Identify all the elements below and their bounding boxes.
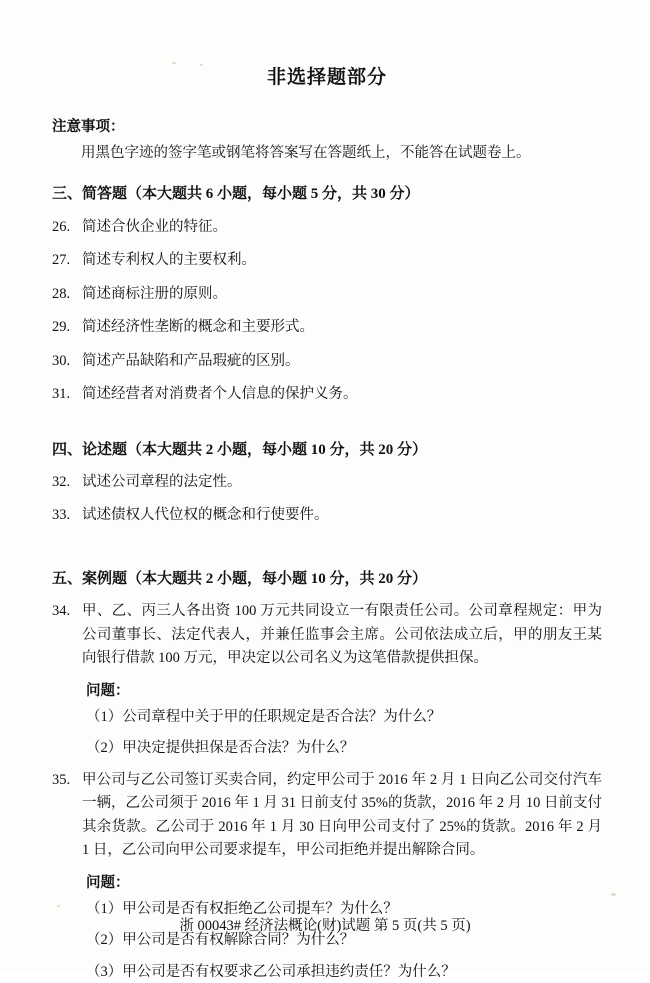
question-text: 简述经济性垄断的概念和主要形式。 — [82, 319, 314, 336]
case-number: 35. — [52, 771, 71, 788]
case-text: 甲公司与乙公司签订买卖合同，约定甲公司于 2016 年 2 月 1 日向乙公司交付汽车一辆，乙公司须于 2016 年 1 月 31 日前支付 35%的货款，2016 年 2 月 10 日前支付其余货款。乙公司于 2016 年 1 月 30 日向甲公司支付了 25%的货款。2016 年 2 月 1 日，乙公司向甲公司要求提车，甲公司拒绝并提出解除合同。 — [82, 771, 602, 859]
question-item — [52, 283, 602, 305]
case-number: 34. — [52, 603, 71, 620]
question-number: 26. — [52, 218, 71, 235]
question-text: 试述债权人代位权的概念和行使要件。 — [82, 507, 329, 524]
question-number: 32. — [52, 474, 71, 490]
question-item — [52, 471, 602, 493]
question-number: 28. — [52, 285, 71, 302]
case-prompt-label: 问题： — [86, 874, 130, 891]
case-sub-question: （2）甲决定提供担保是否合法？为什么？ — [86, 740, 355, 757]
question-item — [52, 249, 602, 271]
question-item — [52, 316, 602, 338]
case-sub-question: （2）甲公司是否有权解除合同？为什么？ — [86, 932, 355, 949]
question-number: 29. — [52, 319, 71, 336]
page-footer: 浙 00043# 经济法概论(财)试题 第 5 页(共 5 页) — [179, 918, 471, 934]
question-item — [52, 350, 602, 372]
case-item — [52, 600, 602, 670]
question-text: 简述合伙企业的特征。 — [82, 218, 227, 235]
case-prompt-label: 问题： — [86, 682, 130, 699]
case-text: 甲、乙、丙三人各出资 100 万元共同设立一有限责任公司。公司章程规定：甲为公司董事长、法定代表人，并兼任监事会主席。公司依法成立后，甲的朋友王某向银行借款 100 万元，甲决定以公司名义为这笔借款提供担保。 — [82, 603, 602, 667]
question-text: 简述专利权人的主要权利。 — [82, 252, 256, 269]
page-title: 非选择题部分 — [266, 67, 387, 88]
case-sub-question: （1）甲公司是否有权拒绝乙公司提车？为什么？ — [86, 900, 398, 917]
question-number: 30. — [52, 352, 71, 369]
section-heading-case: 五、案例题（本大题共 2 小题，每小题 10 分，共 20 分） — [52, 570, 428, 587]
case-sub-question: （3）甲公司是否有权要求乙公司承担违约责任？为什么？ — [86, 963, 456, 980]
section-heading-short-answer: 三、简答题（本大题共 6 小题，每小题 5 分，共 30 分） — [52, 186, 420, 203]
question-number: 27. — [52, 252, 71, 269]
notice-label: 注意事项： — [52, 119, 125, 135]
question-text: 简述产品缺陷和产品瑕疵的区别。 — [82, 352, 300, 369]
notice-text: 用黑色字迹的签字笔或钢笔将答案写在答题纸上，不能答在试题卷上。 — [81, 145, 531, 161]
case-sub-question: （1）公司章程中关于甲的任职规定是否合法？为什么？ — [86, 708, 442, 725]
question-text: 简述商标注册的原则。 — [82, 285, 227, 302]
question-item — [52, 504, 602, 526]
question-number: 33. — [52, 507, 71, 524]
question-text: 试述公司章程的法定性。 — [82, 474, 242, 490]
question-number: 31. — [52, 386, 71, 403]
question-text: 简述经营者对消费者个人信息的保护义务。 — [82, 386, 358, 403]
scan-speckle — [611, 893, 616, 896]
section-heading-essay: 四、论述题（本大题共 2 小题，每小题 10 分，共 20 分） — [52, 441, 428, 458]
question-item — [52, 216, 602, 238]
scan-speckle — [57, 905, 60, 907]
case-item — [52, 769, 602, 863]
question-item — [52, 383, 602, 405]
